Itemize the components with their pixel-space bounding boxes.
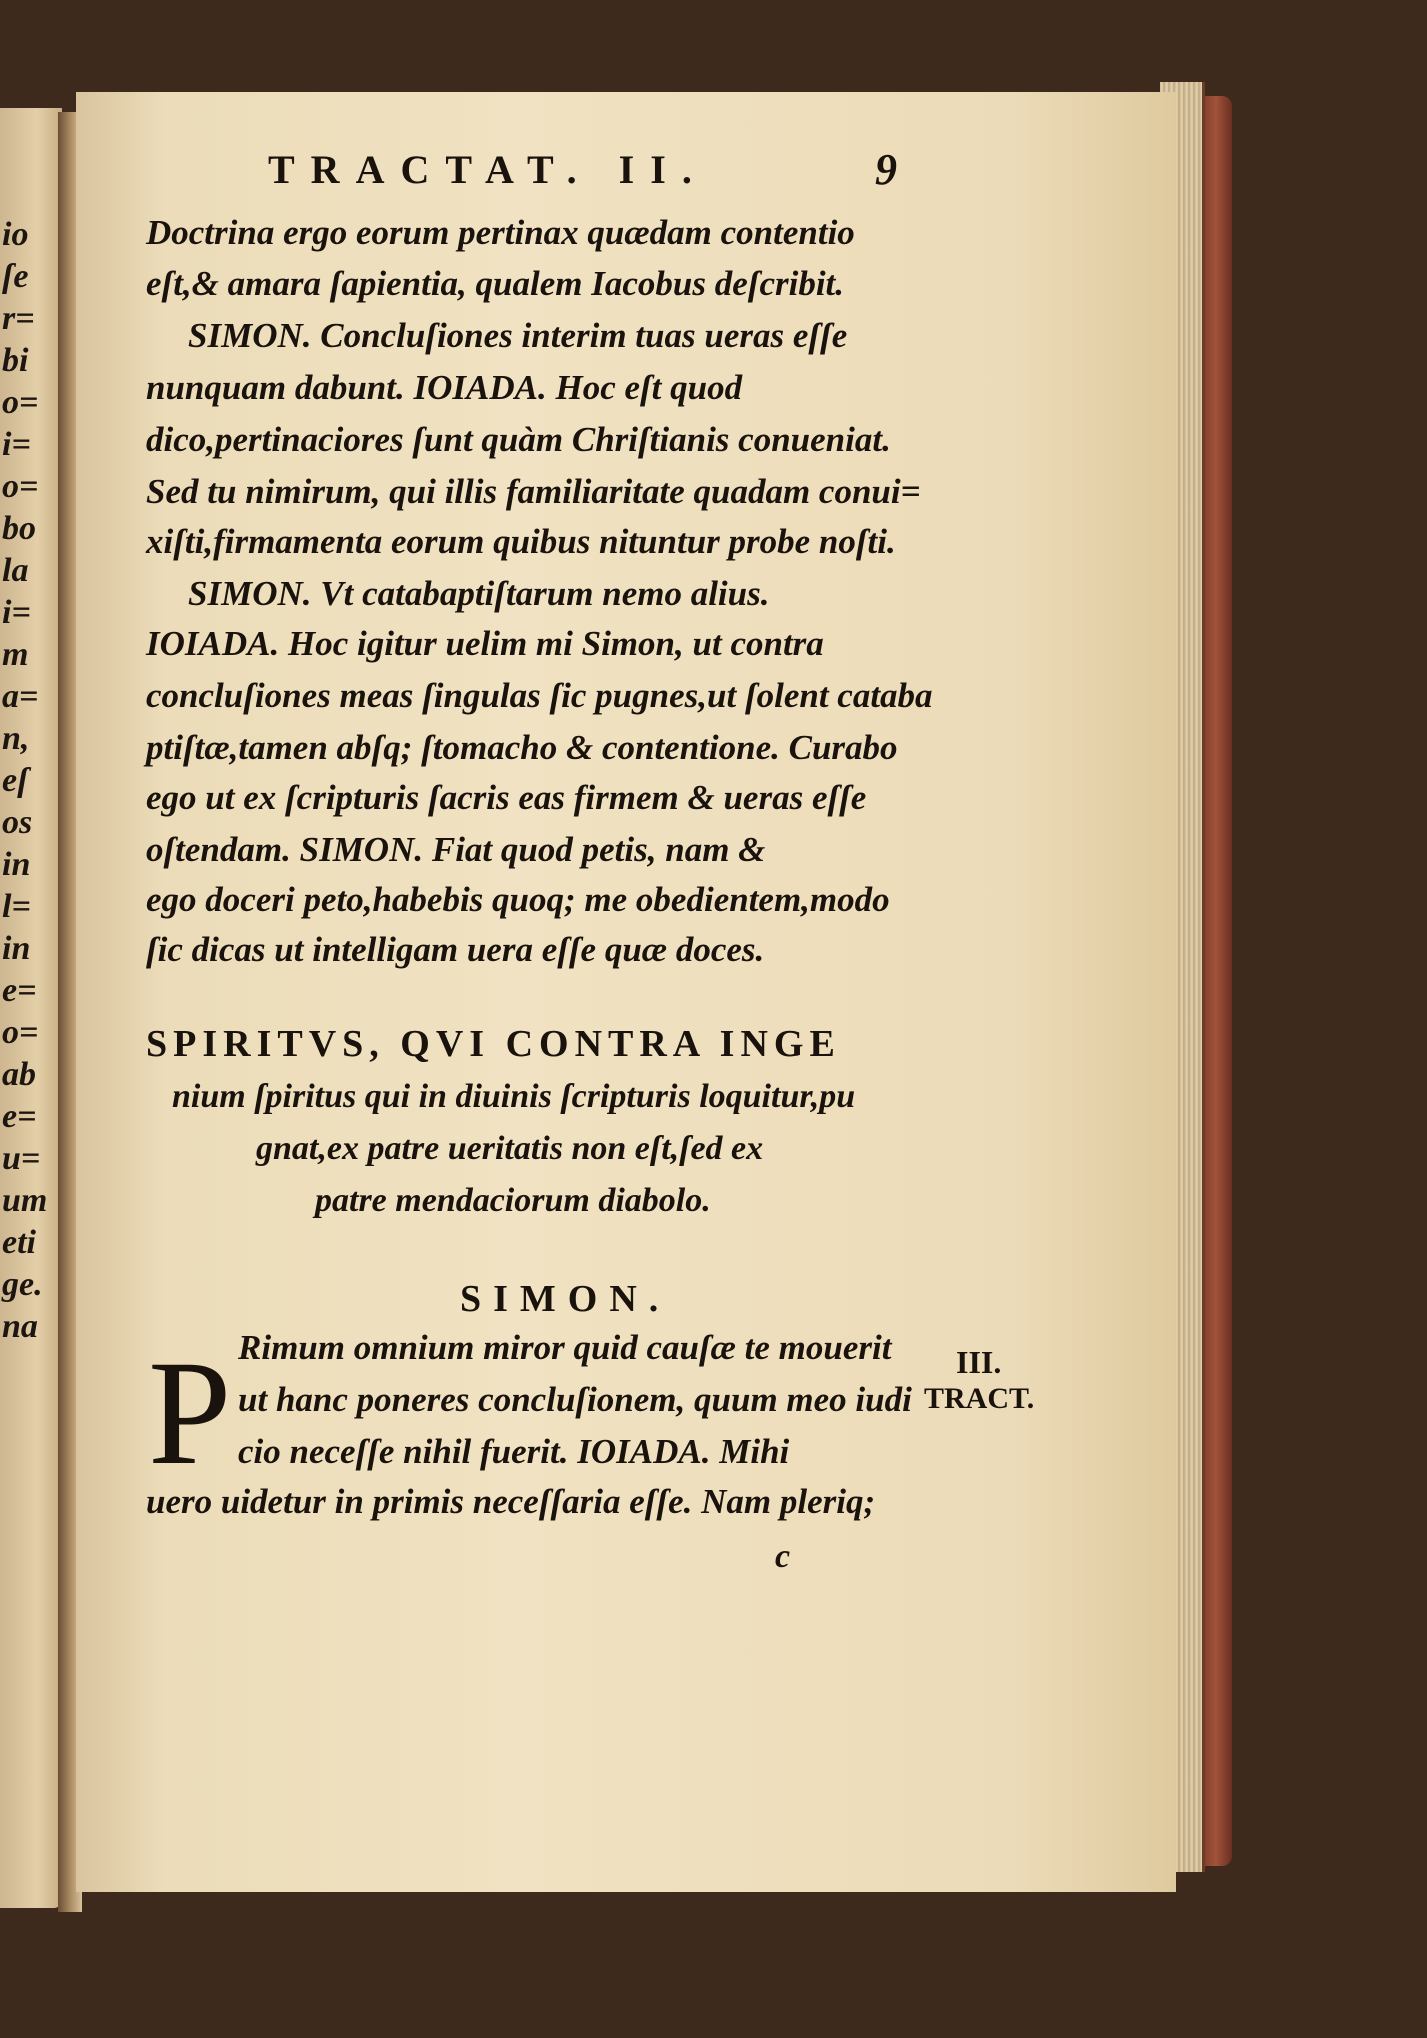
text-line: ego doceri peto,habebis quoq; me obedientem,modo: [146, 880, 890, 919]
text-line: ego ut ex ſcripturis ſacris eas firmem & ueras eſſe: [146, 778, 867, 817]
left-page-fragment: i=: [2, 426, 31, 463]
section-heading-line: nium ſpiritus qui in diuinis ſcripturis loquitur,pu: [172, 1078, 856, 1115]
text-line: IOIADA. Hoc igitur uelim mi Simon, ut contra: [146, 624, 824, 663]
left-page-fragment: bi: [2, 342, 29, 379]
left-page-fragment: o=: [2, 468, 39, 505]
left-page-fragment: eti: [2, 1224, 36, 1261]
text-line: dico,pertinaciores ſunt quàm Chriſtianis conueniat.: [146, 420, 891, 459]
text-line: xiſti,firmamenta eorum quibus nituntur probe noſti.: [146, 522, 896, 561]
drop-cap: P: [148, 1330, 232, 1496]
left-page-fragment: na: [2, 1308, 38, 1345]
left-page-fragment: m: [2, 636, 29, 673]
page-number: 9: [875, 145, 897, 194]
text-line: nunquam dabunt. IOIADA. Hoc eſt quod: [146, 368, 743, 407]
left-page-fragment: i=: [2, 594, 31, 631]
margin-note: III.: [956, 1344, 1002, 1380]
text-line: oſtendam. SIMON. Fiat quod petis, nam &: [146, 830, 766, 869]
text-line: uero uidetur in primis neceſſaria eſſe. Nam pleriq;: [146, 1482, 876, 1521]
left-page-fragment: u=: [2, 1140, 41, 1177]
left-page-fragment: ab: [2, 1056, 36, 1093]
left-page-fragment: ge.: [2, 1266, 43, 1303]
left-page-fragment: in: [2, 930, 31, 967]
right-page: [76, 92, 1176, 1892]
left-page-fragment: la: [2, 552, 29, 589]
running-head: TRACTAT. II.: [268, 147, 708, 192]
left-page-fragment: a=: [2, 678, 39, 715]
speaker-heading: SIMON.: [460, 1278, 671, 1320]
text-line: cio neceſſe nihil fuerit. IOIADA. Mihi: [238, 1432, 790, 1471]
left-page-fragment: r=: [2, 300, 35, 337]
text-line: Doctrina ergo eorum pertinax quædam contentio: [146, 213, 855, 252]
text-line: eſt,& amara ſapientia, qualem Iacobus deſcribit.: [146, 264, 845, 303]
left-page-fragment: um: [2, 1182, 48, 1219]
left-page-fragment: e=: [2, 972, 37, 1009]
section-heading-line: patre mendaciorum diabolo.: [315, 1182, 711, 1219]
left-page-fragment: l=: [2, 888, 31, 925]
left-page-fragment: o=: [2, 384, 39, 421]
section-heading-line: gnat,ex patre ueritatis non eſt,ſed ex: [256, 1130, 764, 1167]
text-line: Sed tu nimirum, qui illis familiaritate quadam conui=: [146, 472, 921, 511]
text-line: SIMON. Vt catabaptiſtarum nemo alius.: [188, 574, 770, 613]
text-line: ut hanc poneres concluſionem, quum meo iudi: [238, 1380, 912, 1419]
text-line: SIMON. Concluſiones interim tuas ueras eſſe: [188, 316, 848, 355]
left-page-fragment: n,: [2, 720, 30, 757]
left-page-fragment: bo: [2, 510, 36, 547]
signature-mark: c: [775, 1538, 791, 1575]
left-page-fragment: in: [2, 846, 31, 883]
text-line: ptiſtæ,tamen abſq; ſtomacho & contentione. Curabo: [146, 728, 898, 767]
left-page-fragment: o=: [2, 1014, 39, 1051]
left-page-fragment: os: [2, 804, 33, 841]
text-line: concluſiones meas ſingulas ſic pugnes,ut ſolent cataba: [146, 676, 933, 715]
left-page-fragment: io: [2, 216, 29, 253]
text-line: ſic dicas ut intelligam uera eſſe quæ doces.: [146, 930, 765, 969]
margin-note: TRACT.: [924, 1382, 1035, 1415]
left-page-fragment: eſ: [2, 762, 29, 799]
left-page-fragment: ſe: [2, 258, 29, 295]
left-page-fragment: e=: [2, 1098, 37, 1135]
left-page-edge: [0, 108, 62, 1908]
section-heading-caps: SPIRITVS, QVI CONTRA INGE: [146, 1023, 841, 1065]
text-line: Rimum omnium miror quid cauſæ te mouerit: [238, 1328, 892, 1367]
